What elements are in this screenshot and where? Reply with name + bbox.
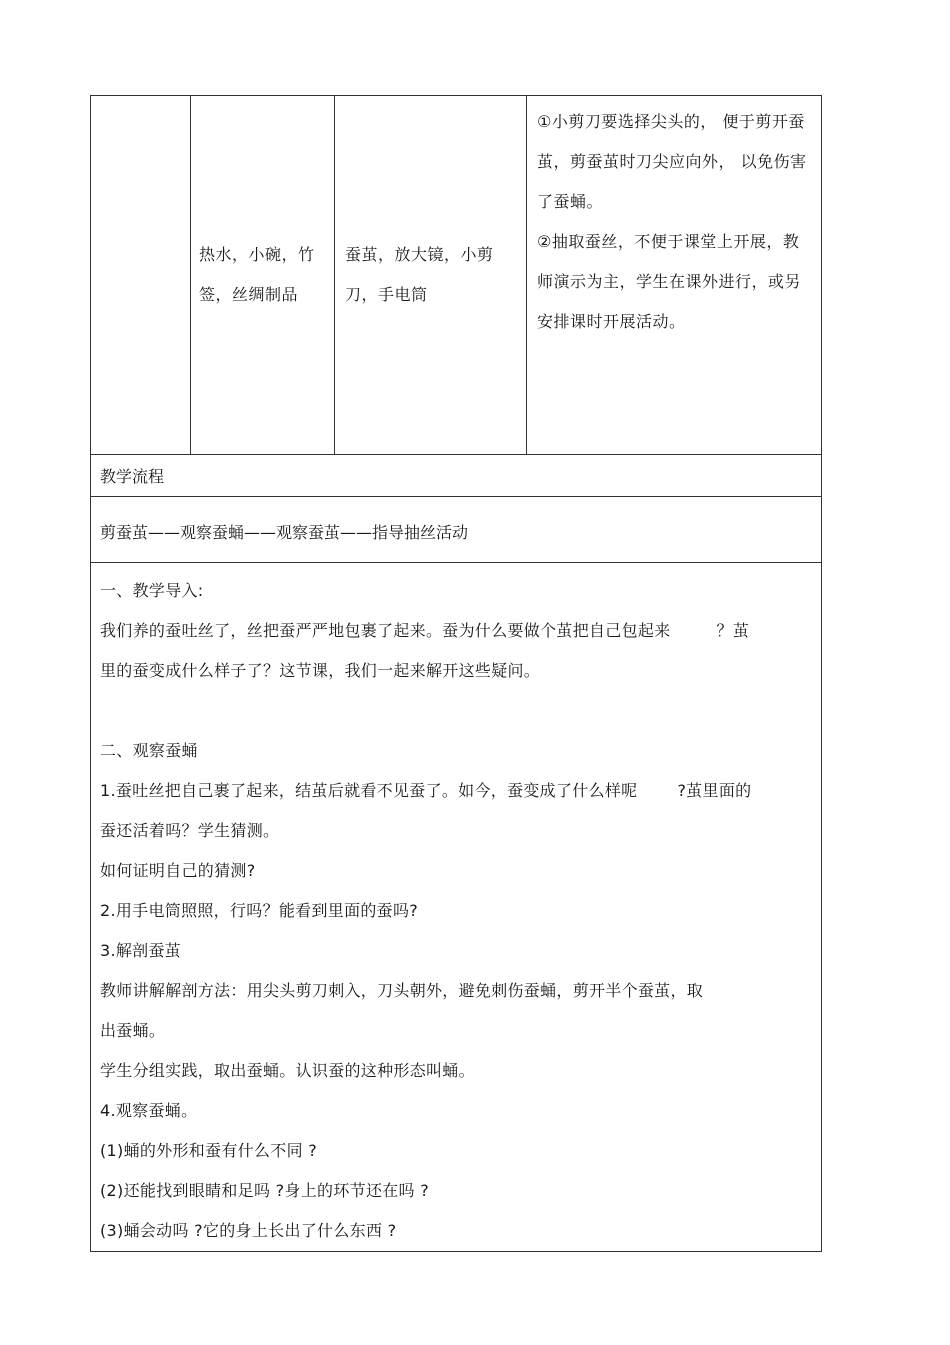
section1-line1: 我们养的蚕吐丝了，丝把蚕严严地包裹了起来。蚕为什么要做个茧把自己包起来 ？茧 bbox=[100, 621, 750, 640]
empty-cell bbox=[91, 96, 191, 454]
section2-p9: 4.观察蚕蛹。 bbox=[100, 1101, 198, 1120]
section2-p3: 如何证明自己的猜测? bbox=[100, 861, 256, 880]
note-2: ②抽取蚕丝，不便于课堂上开展，教师演示为主，学生在课外进行，或另安排课时开展活动。 bbox=[537, 232, 802, 331]
flow-steps-row bbox=[91, 497, 821, 563]
lesson-plan-document bbox=[90, 95, 822, 1252]
flow-steps: 剪蚕茧——观察蚕蛹——观察蚕茧——指导抽丝活动 bbox=[100, 523, 469, 542]
section2-p2: 蚕还活着吗？学生猜测。 bbox=[100, 821, 280, 840]
section2-p6: 教师讲解解剖方法：用尖头剪刀刺入，刀头朝外，避免刺伤蚕蛹，剪开半个蚕茧，取 bbox=[100, 981, 704, 1000]
section2-p11: (2)还能找到眼睛和足吗 ?身上的环节还在吗 ? bbox=[100, 1181, 430, 1200]
section2-p7: 出蚕蛹。 bbox=[100, 1021, 166, 1040]
flow-title-row bbox=[91, 455, 821, 497]
section1-line2: 里的蚕变成什么样子了？这节课，我们一起来解开这些疑问。 bbox=[100, 661, 541, 680]
section2-p5: 3.解剖蚕茧 bbox=[100, 941, 182, 960]
section2-p1: 1.蚕吐丝把自己裹了起来，结茧后就看不见蚕了。如今，蚕变成了什么样呢 ?茧里面的 bbox=[100, 781, 752, 800]
flow-title: 教学流程 bbox=[100, 467, 165, 486]
materials-row bbox=[91, 96, 821, 455]
materials-text-a: 热水，小碗，竹签，丝绸制品 bbox=[199, 245, 315, 304]
note-1: ①小剪刀要选择尖头的， 便于剪开蚕茧，剪蚕茧时刀尖应向外， 以免伤害了蚕蛹。 bbox=[537, 112, 807, 211]
section2-heading: 二、观察蚕蛹 bbox=[100, 741, 198, 760]
materials-text-b: 蚕茧，放大镜，小剪刀，手电筒 bbox=[345, 245, 494, 304]
lesson-body bbox=[91, 563, 821, 1251]
materials-cell-b bbox=[335, 96, 527, 454]
section1-heading: 一、教学导入: bbox=[100, 581, 204, 600]
lesson-table bbox=[90, 95, 822, 1252]
section2-p4: 2.用手电筒照照，行吗？能看到里面的蚕吗? bbox=[100, 901, 419, 920]
section2-p10: (1)蛹的外形和蚕有什么不同 ? bbox=[100, 1141, 318, 1160]
section2-p8: 学生分组实践，取出蚕蛹。认识蚕的这种形态叫蛹。 bbox=[100, 1061, 475, 1080]
materials-cell-a bbox=[191, 96, 335, 454]
notes-cell bbox=[527, 96, 821, 454]
section2-p12: (3)蛹会动吗 ?它的身上长出了什么东西 ? bbox=[100, 1221, 397, 1240]
